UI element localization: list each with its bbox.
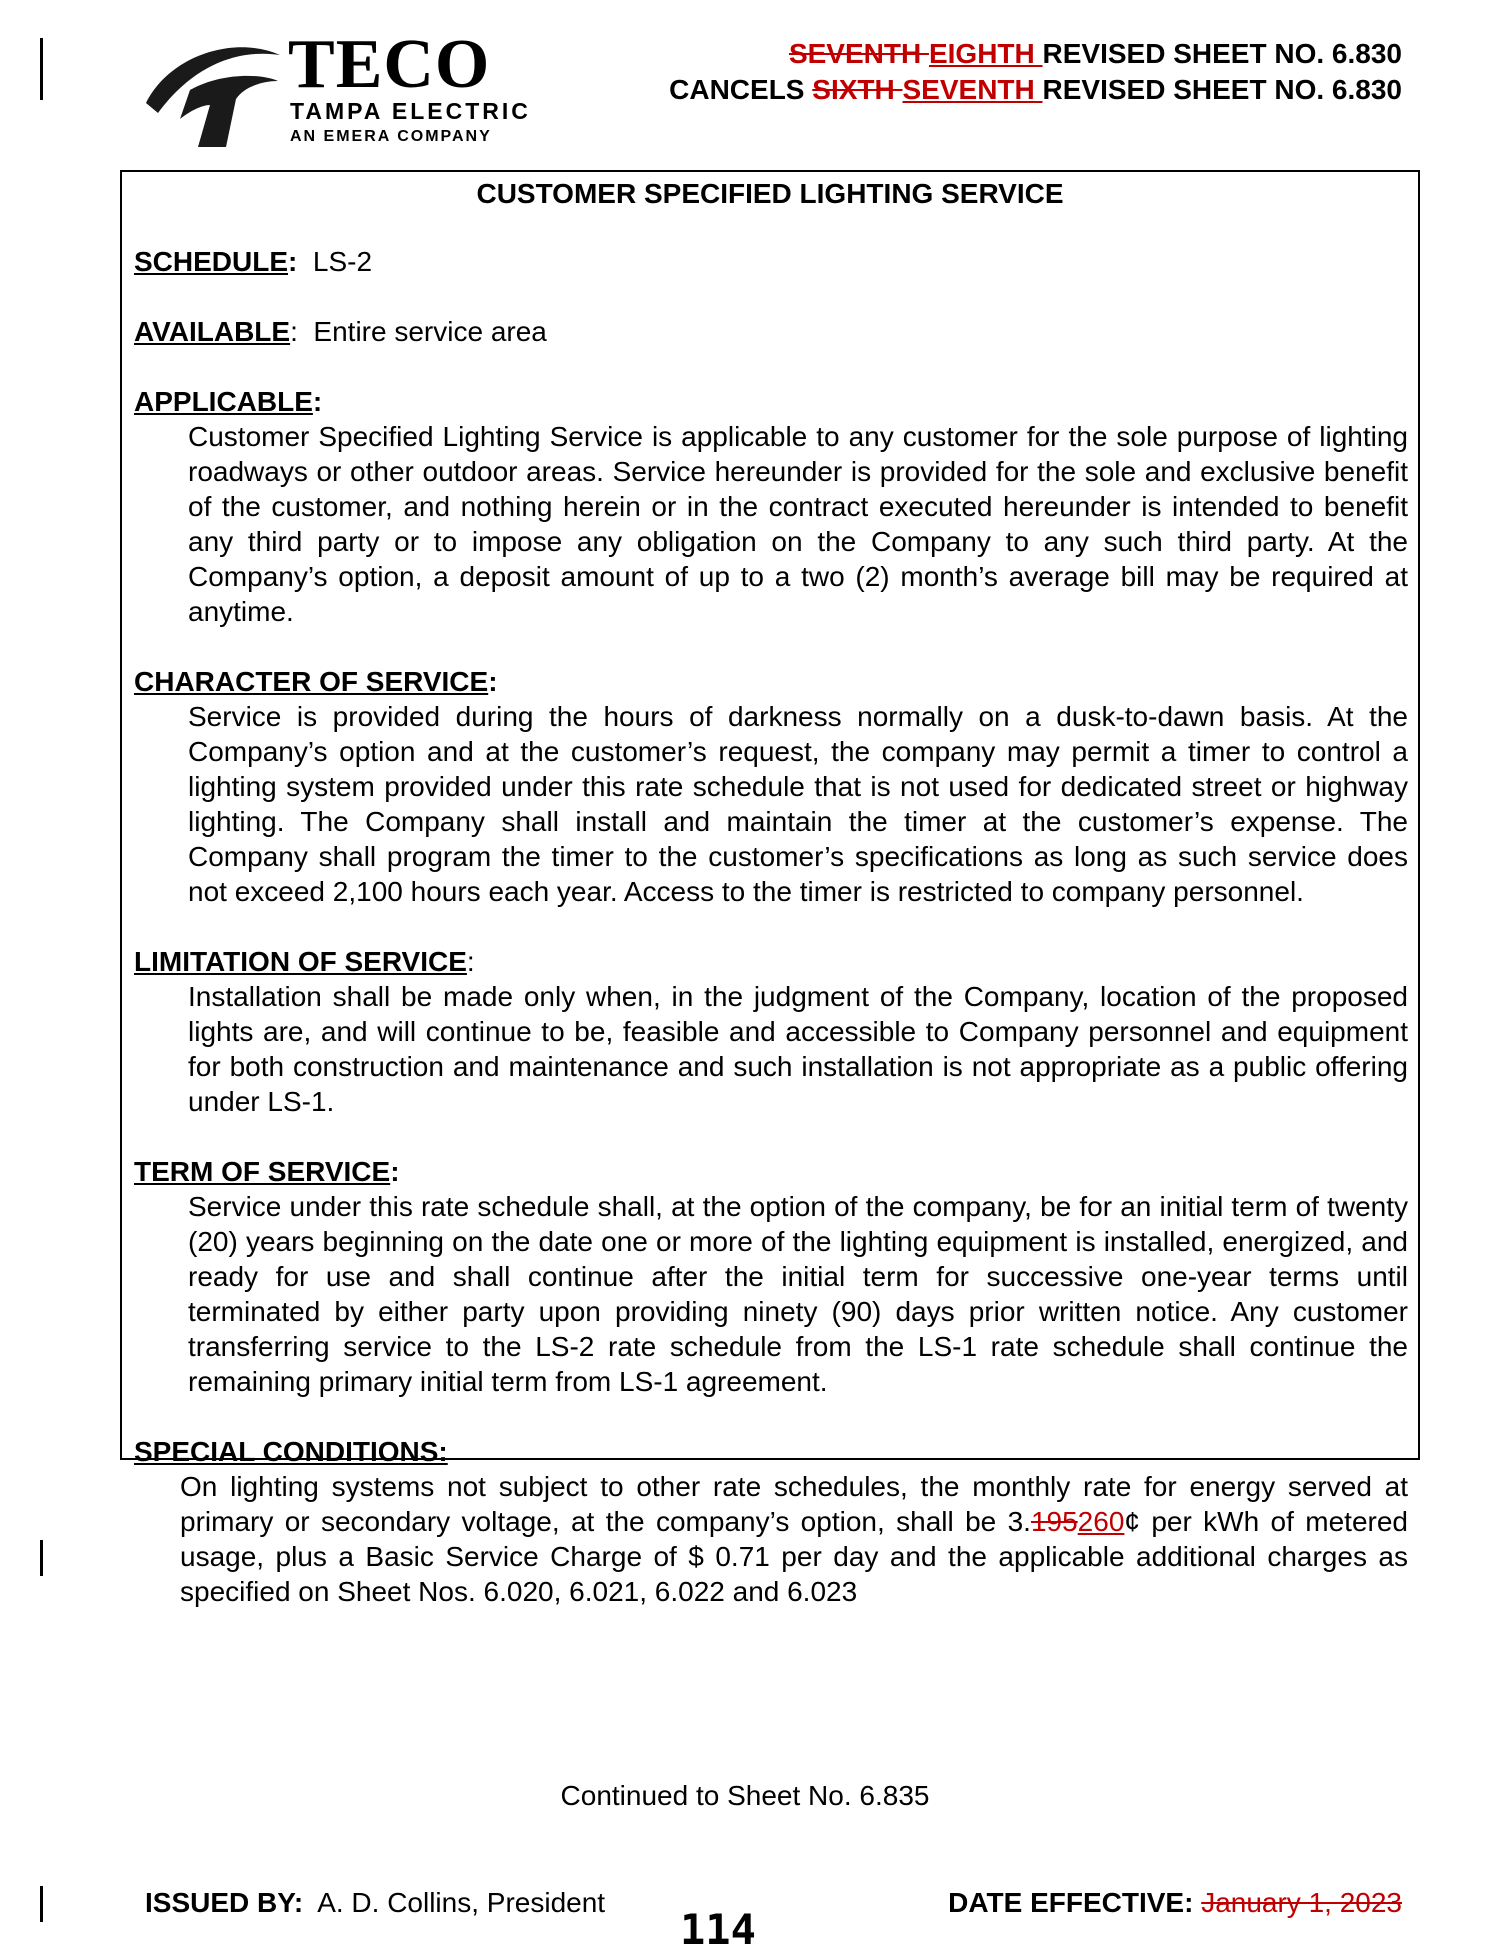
term-text: Service under this rate schedule shall, at the option of the company, be for an initial term of twenty (20) years beginning on the date one or more of the lighting equipment is installed, energized, and ready for use and shall continue after the initial term for successive one-year terms until terminated by either party upon providing ninety (90) days prior written notice. Any customer transferring service to the LS-2 rate schedule from the LS-1 rate schedule shall continue the remaining primary initial term from LS-1 agreement. [188, 1191, 1408, 1397]
revision-bar-special [40, 1540, 43, 1576]
schedule-label: SCHEDULE [134, 246, 289, 277]
character-heading: CHARACTER OF SERVICE: [134, 666, 498, 697]
company-logo [140, 26, 580, 150]
continued-note: Continued to Sheet No. 6.835 [560, 1780, 930, 1811]
special-heading: SPECIAL CONDITIONS: [134, 1436, 448, 1467]
date-effective [948, 1887, 1402, 1919]
issued-by-value: A. D. Collins, President [317, 1887, 606, 1918]
deleted-revision-text: SEVENTH [788, 38, 929, 69]
available-line: AVAILABLE: Entire service area [134, 316, 547, 347]
applicable-text: Customer Specified Lighting Service is applicable to any customer for the sole purpose of lighting roadways or other outdoor areas. Service hereunder is provided for the sole and exclusive benefit of the customer, and nothing herein or in the contract executed hereunder is intended to benefit any third party or to impose any obligation on the Company to any such third party. At the Company’s option, a deposit amount of up to a two (2) month’s average bill may be required at anytime. [188, 421, 1408, 627]
revision-sheet-label: REVISED SHEET NO. 6.830 [1042, 38, 1402, 69]
applicable-heading: APPLICABLE: [134, 386, 323, 417]
deleted-cancels-text: SIXTH [812, 74, 903, 105]
special-text: On lighting systems not subject to other rate schedules, the monthly rate for energy served at primary or secondary voltage, at the company’s option, shall be 3.195260¢ per kWh of metered usage, plus a Basic Service Charge of $ 0.71 per day and the applicable additional charges as specified on Sheet Nos. 6.020, 6.021, 6.022 and 6.023 [180, 1471, 1408, 1607]
page-number: 114 [680, 1905, 756, 1954]
logo-tagline: AN EMERA COMPANY [290, 128, 492, 145]
limitation-text: Installation shall be made only when, in the judgment of the Company, location of the proposed lights are, and will continue to be, feasible and accessible to Company personnel and equipment for both construction and maintenance and such installation is not appropriate as a public offering under LS-1. [188, 981, 1408, 1117]
revision-header [669, 36, 1402, 108]
revision-line-1 [669, 36, 1402, 72]
deleted-effective-date: January 1, 2023 [1201, 1887, 1402, 1918]
logo-wordmark: TECO [288, 26, 491, 103]
revision-line-2 [669, 72, 1402, 108]
schedule-value: LS-2 [312, 246, 373, 277]
deleted-rate: 195 [1030, 1506, 1078, 1537]
tariff-sheet-box [120, 170, 1420, 1607]
revision-bar-footer [40, 1886, 43, 1922]
teco-swoosh-icon [140, 35, 290, 147]
revision-bar-top [40, 38, 43, 100]
issued-by-label: ISSUED BY: [145, 1887, 304, 1918]
sheet-title: CUSTOMER SPECIFIED LIGHTING SERVICE [476, 178, 1064, 209]
sheet-content [134, 244, 1408, 1609]
issued-by [145, 1887, 605, 1919]
character-text: Service is provided during the hours of darkness normally on a dusk-to-dawn basis. At the Company’s option and at the customer’s request, the company may permit a timer to control a lighting system provided under this rate schedule that is not used for dedicated street or highway lighting. The Company shall install and maintain the timer at the customer’s expense. The Company shall program the timer to the customer’s specifications as long as such service does not exceed 2,100 hours each year. Access to the timer is restricted to company personnel. [188, 701, 1408, 907]
date-effective-label: DATE EFFECTIVE: [948, 1887, 1194, 1918]
logo-subtitle: TAMPA ELECTRIC [290, 98, 531, 124]
limitation-heading: LIMITATION OF SERVICE: [134, 946, 475, 977]
term-heading: TERM OF SERVICE: [134, 1156, 400, 1187]
inserted-rate: 260 [1077, 1506, 1125, 1537]
cancels-sheet-label: REVISED SHEET NO. 6.830 [1042, 74, 1402, 105]
cancels-label: CANCELS [669, 74, 813, 105]
inserted-revision-text: EIGHTH [928, 38, 1043, 69]
inserted-cancels-text: SEVENTH [902, 74, 1043, 105]
schedule-line: SCHEDULE: LS-2 [134, 246, 373, 277]
available-value: Entire service area [313, 316, 547, 347]
available-label: AVAILABLE [134, 316, 291, 347]
